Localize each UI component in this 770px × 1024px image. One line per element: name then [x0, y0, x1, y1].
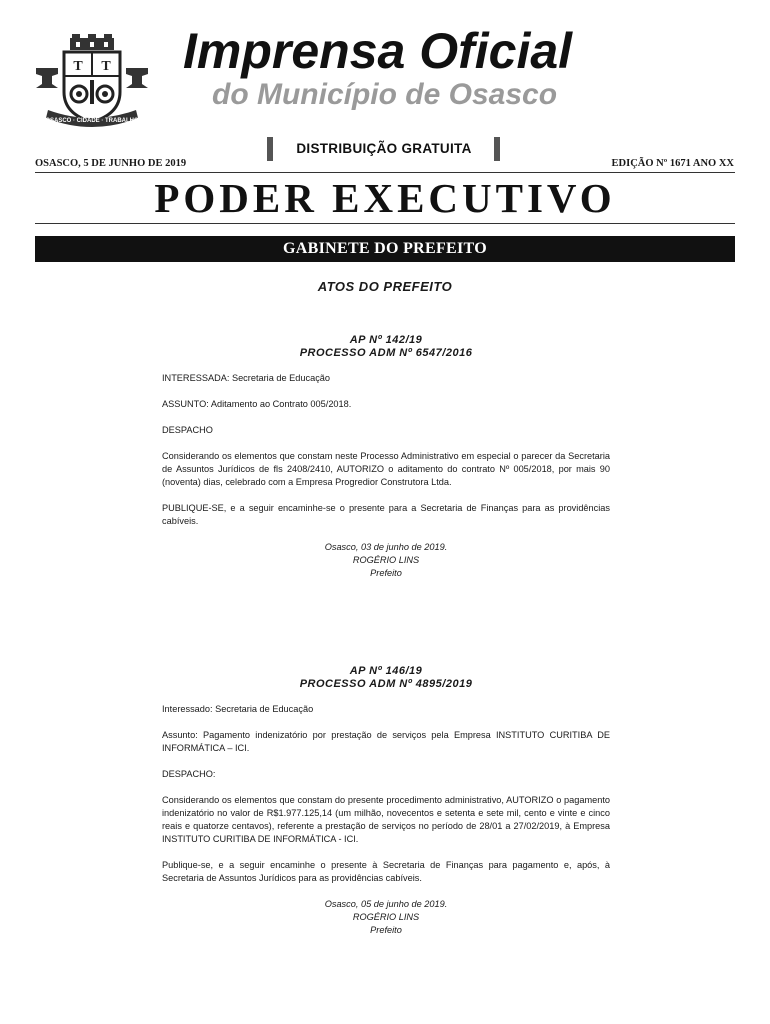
office-banner: GABINETE DO PREFEITO — [35, 236, 735, 262]
distribution-right-mark — [494, 137, 500, 161]
act-body: Considerando os elementos que constam neste Processo Administrativo em especial o parecer da Secretaria de Assuntos Jurídicos de fls 2408/2410, AUTORIZO o aditamento do contrato Nº 005/2018, por mais 90 (noventa) dias, celebrado com a Empresa Progredior Construtora Ltda. — [162, 451, 610, 487]
distribution-left-mark — [267, 137, 273, 161]
act-block-1 — [162, 334, 610, 580]
signature-date: Osasco, 05 de junho de 2019. — [324, 899, 448, 909]
act-subject: ASSUNTO: Aditamento ao Contrato 005/2018. — [162, 399, 352, 409]
svg-text:T: T — [73, 59, 83, 74]
act-number: AP Nº 142/19 — [349, 334, 423, 346]
newspaper-title: Imprensa Oficial — [183, 23, 573, 79]
act-block-2 — [162, 665, 610, 937]
newspaper-subtitle: do Município de Osasco — [212, 78, 558, 111]
act-number: AP Nº 146/19 — [349, 665, 423, 677]
act-closing: Publique-se, e a seguir encaminhe o presente à Secretaria de Finanças para pagamento e, após, à Secretaria de Assuntos Jurídicos para as providências cabíveis. — [162, 860, 610, 883]
header-divider-top — [35, 172, 735, 173]
process-number: PROCESSO ADM Nº 4895/2019 — [299, 678, 473, 690]
svg-text:OSASCO · CIDADE · TRABALHO: OSASCO · CIDADE · TRABALHO — [45, 118, 139, 124]
issue-edition: EDIÇÃO Nº 1671 ANO XX — [611, 158, 734, 169]
act-interested: Interessado: Secretaria de Educação — [162, 704, 314, 714]
process-number: PROCESSO ADM Nº 6547/2016 — [299, 347, 473, 359]
signature-name: ROGÉRIO LINS — [352, 912, 420, 922]
header-divider-bottom — [35, 223, 735, 224]
act-subject: Assunto: Pagamento indenizatório por prestação de serviços pela Empresa INSTITUTO CURITIBA DE INFORMÁTICA – ICI. — [162, 730, 610, 753]
svg-text:T: T — [101, 59, 111, 74]
acts-heading: ATOS DO PREFEITO — [317, 279, 453, 294]
signature-block — [162, 541, 610, 580]
act-closing: PUBLIQUE-SE, e a seguir encaminhe-se o presente para a Secretaria de Finanças para as providências cabíveis. — [162, 503, 610, 526]
issue-date: OSASCO, 5 DE JUNHO DE 2019 — [35, 158, 187, 169]
distribution-label: DISTRIBUIÇÃO GRATUITA — [296, 141, 472, 156]
signature-role: Prefeito — [370, 568, 402, 578]
signature-name: ROGÉRIO LINS — [352, 555, 420, 565]
act-body: Considerando os elementos que constam do presente procedimento administrativo, AUTORIZO o pagamento indenizatório no valor de R$1.977.125,14 (um milhão, novecentos e setenta e sete mil, cento e vinte e cinco reais e quatorze centavos), referente a prestação de serviços no período de 28/01 a 27/02/2019, à Empresa INSTITUTO CURITIBA DE INFORMÁTICA - ICI. — [162, 795, 610, 844]
municipal-crest-logo — [32, 32, 152, 132]
signature-block — [162, 898, 610, 937]
act-dispatch-label: DESPACHO — [162, 425, 213, 435]
section-title: PODER EXECUTIVO — [154, 175, 616, 221]
signature-date: Osasco, 03 de junho de 2019. — [324, 542, 448, 552]
signature-role: Prefeito — [370, 925, 402, 935]
act-dispatch-label: DESPACHO: — [162, 769, 216, 779]
act-interested: INTERESSADA: Secretaria de Educação — [162, 373, 331, 383]
